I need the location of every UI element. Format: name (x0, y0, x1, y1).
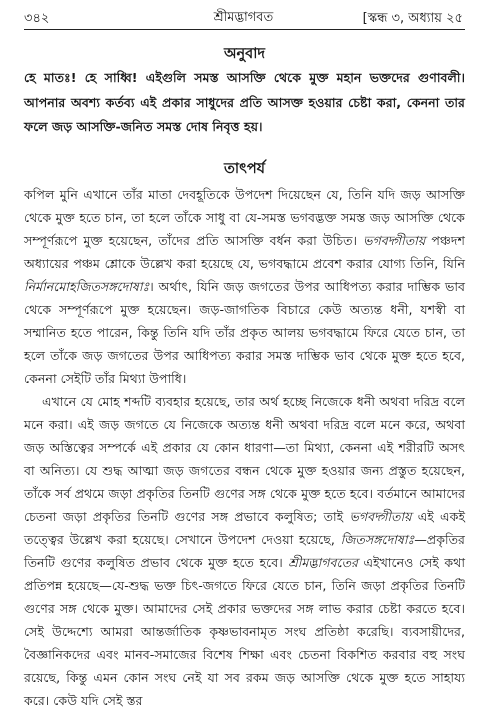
purport-paragraph-1: কপিল মুনি এখানে তাঁর মাতা দেবহূতিকে উপদেশ দিয়েছেন যে, তিনি যদি জড় আসক্তি থেকে মুক্ত হতে চান, তা হলে তাঁকে সাধু বা যে-সমস্ত ভগবদ্ভক্ত সমস্ত জড় আসক্তি থেকে সম্পূর্ণরূপে মুক্ত হয়েছেন, তাঁদের প্রতি আসক্তি বর্ধন করা উচিত। ভগবদ্গীতায় পঞ্চদশ অধ্যায়ের পঞ্চম শ্লোকে উল্লেখ করা হয়েছে যে, ভগবদ্ধামে প্রবেশ করার যোগ্য তিনি, যিনি নির্মানমোহজিতসঙ্গদোষাঃ। অর্থাৎ, যিনি জড় জগতের উপর আধিপত্য করার দাম্ভিক ভাব থেকে সম্পূর্ণরূপে মুক্ত হয়েছেন। জড়-জাগতিক বিচারে কেউ অত্যন্ত ধনী, যশস্বী বা সম্মানিত হতে পারেন, কিন্তু তিনি যদি তাঁর প্রকৃত আলয় ভগবদ্ধামে ফিরে যেতে চান, তা হলে তাঁকে জড় জগতের উপর আধিপত্য করার সমস্ত দাম্ভিক ভাব থেকে মুক্ত হতে হবে, কেননা সেইটি তাঁর মিথ্যা উপাধি। (24, 187, 466, 386)
purport-heading: তাৎপর্য (223, 161, 266, 177)
page-number: ৩৪২ (24, 11, 50, 26)
translation-heading: অনুবাদ (223, 46, 266, 62)
chapter-reference: [স্কন্ধ ৩, অধ্যায় ২৫ (362, 11, 463, 26)
running-header (24, 6, 463, 28)
translation-text: হে মাতঃ! হে সাধ্বি! এইগুলি সমস্ত আসক্তি থেকে মুক্ত মহান ভক্তদের গুণাবলী। আপনার অবশ্য কর্তব্য এই প্রকার সাধুদের প্রতি আসক্ত হওয়ার চেষ্টা করা, কেননা তার ফলে জড় আসক্তি-জনিত সমস্ত দোষ নিবৃত্ত হয়। (24, 70, 465, 134)
purport-body (24, 183, 465, 712)
header-rule (24, 29, 465, 30)
purport-paragraph-2: এখানে যে মোহ শব্দটি ব্যবহার হয়েছে, তার অর্থ হচ্ছে নিজেকে ধনী অথবা দরিদ্র বলে মনে করা। এই জড় জগতে যে নিজেকে অত্যন্ত ধনী অথবা দরিদ্র বলে মনে করে, অথবা জড় অস্তিত্বের সম্পর্কে এই প্রকার যে কোন ধারণা—তা মিথ্যা, কেননা এই শরীরটি অসৎ বা অনিত্য। যে শুদ্ধ আত্মা জড় জগতের বন্ধন থেকে মুক্ত হওয়ার জন্য প্রস্তুত হয়েছেন, তাঁকে সর্ব প্রথমে জড়া প্রকৃতির তিনটি গুণের সঙ্গ থেকে মুক্ত হতে হবে। বর্তমানে আমাদের চেতনা জড়া প্রকৃতির তিনটি গুণের সঙ্গ প্রভাবে কলুষিত; তাই ভগবদ্গীতায় এই একই তত্ত্বের উল্লেখ করা হয়েছে। সেখানে উপদেশ দেওয়া হয়েছে, জিতসঙ্গদোষাঃ—প্রকৃতির তিনটি গুণের কলুষিত প্রভাব থেকে মুক্ত হতে হবে। শ্রীমদ্ভাগবতের এইখানেও সেই কথা প্রতিপন্ন হয়েছে—যে-শুদ্ধ ভক্ত চিৎ-জগতে ফিরে যেতে চান, তিনি জড়া প্রকৃতির তিনটি গুণের সঙ্গ থেকে মুক্ত। আমাদের সেই প্রকার ভক্তদের সঙ্গ লাভ করার চেষ্টা করতে হবে। সেই উদ্দেশ্যে আমরা আন্তর্জাতিক কৃষ্ণভাবনামৃত সংঘ প্রতিষ্ঠা করেছি। ব্যবসায়ীদের, বৈজ্ঞানিকদের এবং মানব-সমাজের বিশেষ শিক্ষা এবং চেতনা বিকশিত করবার বহু সংঘ রয়েছে, কিন্তু এমন কোন সংঘ নেই যা সব রকম জড় আসক্তি থেকে মুক্ত হতে সাহায্য করে। কেউ যদি সেই স্তর (24, 394, 465, 708)
book-title: শ্রীমদ্ভাগবত (213, 10, 274, 25)
